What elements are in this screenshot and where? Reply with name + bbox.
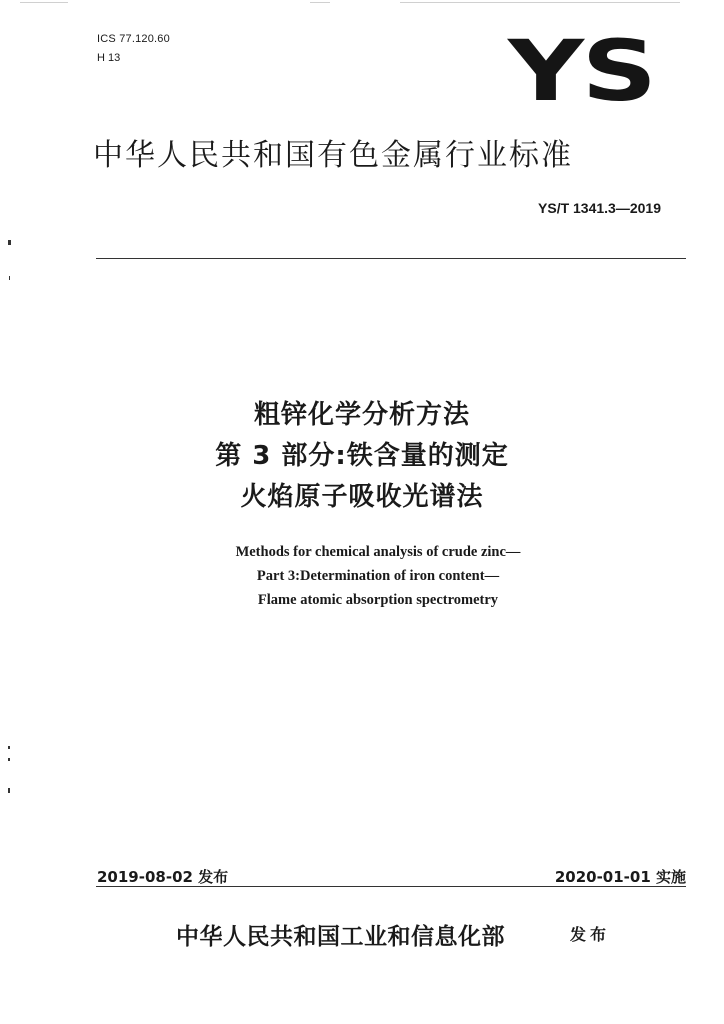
publisher: 中华人民共和国工业和信息化部 <box>176 923 505 950</box>
scan-speck <box>8 746 10 749</box>
upper-divider <box>96 258 686 259</box>
classification-code: H 13 <box>97 52 121 64</box>
english-title-line-3: Flame atomic absorption spectrometry <box>257 592 499 608</box>
publish-label: 发布 <box>570 925 611 944</box>
chinese-title-line-1: 粗锌化学分析方法 <box>253 400 470 430</box>
ics-code: ICS 77.120.60 <box>97 33 170 45</box>
scan-speck <box>9 276 10 280</box>
chinese-title-line-2: 第 3 部分:铁含量的测定 <box>215 441 509 471</box>
implementation-date: 2020-01-01 实施 <box>554 868 686 886</box>
issuer-title: 中华人民共和国有色金属行业标准 <box>93 138 573 173</box>
scan-speck <box>8 758 10 761</box>
chinese-title-line-3: 火焰原子吸收光谱法 <box>240 482 484 512</box>
issue-date: 2019-08-02 发布 <box>97 868 229 886</box>
top-scan-line-mid <box>310 2 330 3</box>
standard-number: YS/T 1341.3—2019 <box>538 200 661 216</box>
scan-speck <box>8 240 11 245</box>
ys-logo: YS <box>508 22 655 120</box>
top-scan-line-right <box>400 2 680 3</box>
lower-divider <box>96 886 686 887</box>
scan-speck <box>8 788 10 793</box>
top-scan-line-left <box>20 2 68 3</box>
english-title-line-2: Part 3:Determination of iron content— <box>256 568 500 584</box>
english-title-line-1: Methods for chemical analysis of crude zinc— <box>235 544 521 560</box>
